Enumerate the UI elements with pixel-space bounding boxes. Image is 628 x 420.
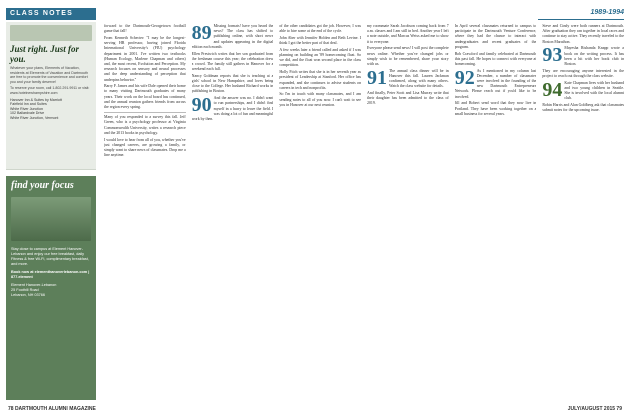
- folio-left: 78 DARTMOUTH ALUMNI MAGAZINE: [8, 406, 96, 412]
- note-paragraph: I would love to hear from all of you, whether you've just changed careers, are growing a family, or simply want to share news of classmates. Drop me a line anytime.: [104, 137, 186, 158]
- ad-image: [11, 197, 91, 241]
- note-paragraph: Steve and Cindy were both runners at Dartmouth. After graduation they ran together in local races and continue to stay active. They recently traveled to the Boston Marathon.: [542, 24, 625, 44]
- text-column-5: [455, 24, 537, 408]
- class-year-dropcap: 91: [367, 66, 388, 89]
- note-paragraph: Mayesha Rishanda Knapp wrote a book on the writing process. It has been a hit with her book club in Boston.: [564, 46, 625, 66]
- note-paragraph: From Kenneth Schecter: "I may be the longest-serving HR professor, having joined Florida International University's (FIU) psychology department in 2001. I've written two textbooks (Human Ecology, Marlene Chapman and others) and, the most recent, Evolution and Perception. My research focuses on sensory and neural processes and the deep understanding of perception that underpins behavior.": [104, 35, 186, 82]
- ad-headline: Just right. Just for you.: [10, 44, 80, 64]
- note-paragraph: Everyone please send news! I will post the complete news online. Whether you've changed jobs or simply wish to be remembered, share your story with us.: [367, 46, 449, 66]
- ad-line: Hanover Inn & Suites by Marriott: [10, 97, 62, 102]
- element-ad[interactable]: [6, 176, 96, 400]
- ad-cta[interactable]: To reserve your room, call 1.802.291.9911 or visit: www.hotelnewhampshire.com: [10, 86, 90, 95]
- text-column-2: [192, 24, 274, 408]
- text-column-6: [542, 24, 624, 408]
- note-paragraph: They are encouraging anyone interested in the project to reach out through the class website.: [542, 68, 625, 78]
- note-paragraph: Many of you responded to a survey this fall. Jeff Green, who is a psychology professor at Virginia Commonwealth University, writes a research piece and the 2013 books in psychology.: [104, 115, 186, 135]
- note-paragraph: A few weeks later a friend called and asked if I was planning on building an '89 homecoming float. So we did, and the float won second place in the class competition.: [279, 47, 362, 68]
- note-paragraph: Nancy Goldman reports that she is teaching at a girls' school in New Hampshire, and loves being close to the College. Her husband Richard works in publishing in Boston.: [191, 73, 274, 94]
- class-years-header: 1989-1994: [538, 8, 624, 20]
- note-paragraph: of the other candidates got the job. However, I was able to hire some at the end of the cycle.: [279, 24, 362, 34]
- class-notes-content: [104, 8, 624, 406]
- note-paragraph: Holly Fitch writes that she is in her seventh year as president of Leadership at Stanford. Her office has expanded, and she continues to advise students on careers in tech and nonprofits.: [279, 70, 362, 90]
- class-year-dropcap: 93: [542, 44, 563, 67]
- note-paragraph: In April several classmates returned to campus to participate in the Dartmouth Venture Conference, where they had the chance to interact with undergraduates and recent graduates of the program.: [454, 24, 537, 49]
- ad-address-line: 25 Foothill Road: [11, 288, 39, 292]
- text-column-1: [104, 24, 186, 408]
- note-paragraph: So I'm in touch with many classmates, and I am sending notes to all of you now. I can't wait to see you in Hanover at our next reunion.: [279, 92, 362, 107]
- ad-address-line: Lebanon, NH 03766: [11, 293, 45, 297]
- text-column-4: [367, 24, 449, 408]
- note-paragraph: And the answer was no. I didn't want to run partnerships, and I didn't find myself in a hurry to leave the field. I was doing a lot of fun and meaningful work by then.: [191, 96, 274, 121]
- sidebar: [0, 0, 100, 420]
- note-paragraph: Ellen Prestwich writes that her son graduated from the freshman course this year; the celebration drew a crowd. The family still gathers in Hanover for a weekend each fall.: [191, 51, 274, 72]
- class-year-dropcap: 89: [191, 24, 212, 44]
- note-paragraph: Bob Crawford and family celebrated at Dartmouth this past fall. He hopes to connect with everyone at homecoming.: [454, 51, 537, 66]
- ad-line: Fairfield Inn and Suites: [10, 102, 47, 107]
- ad-headline: find your focus: [11, 180, 74, 191]
- note-paragraph: Barry F. James and his wife Dale opened their home to many visiting Dartmouth graduates of many years. Their work on the local board has continued, and the annual reunion gathers friends from across the region every spring.: [104, 84, 186, 110]
- ad-address-line: Element Hanover-Lebanon: [11, 283, 57, 287]
- ad-cta[interactable]: Book now at elementhanoverlebanon.com | 877.element: [11, 270, 90, 279]
- hotel-ad[interactable]: [6, 22, 96, 170]
- ad-photo: [10, 25, 92, 41]
- note-paragraph: The annual class dinner will be in Hanover this fall. Lauren Jackman confirmed, along with many others. Watch the class website for details.: [389, 68, 449, 89]
- class-year-dropcap: 92: [454, 66, 475, 89]
- class-year-dropcap: 94: [542, 78, 563, 101]
- ad-body: Stay close to campus at Element Hanover-Lebanon and enjoy our free breakfast, daily Fitness & free Wi-Fi, complimentary breakfast, and more.: [11, 247, 89, 266]
- folio-right: JULY/AUGUST 2015 79: [567, 406, 622, 412]
- note-paragraph: John Aber with Jennifer Holden and Beth Levine. I think I got the better part of that deal.: [279, 35, 362, 46]
- ad-line: White River Junction, Vermont: [10, 115, 59, 120]
- text-column-3: [279, 24, 361, 408]
- note-paragraph: As I mentioned in my column last December, a number of classmates were involved in the founding of the new Dartmouth Entrepreneurs Network. Please reach out if you'd like to be involved.: [454, 68, 537, 99]
- divider: [104, 112, 186, 113]
- ad-line: White River Junction: [10, 106, 43, 111]
- note-paragraph: Kate Chapman lives with her husband and two young children in Seattle. She is involved with the local alumni club.: [564, 80, 625, 101]
- section-label: CLASS NOTES: [6, 8, 96, 20]
- class-year-dropcap: 90: [191, 94, 212, 117]
- ad-body: Whatever your plans, Elements of Vacation, residents at Elements of Vacation and Dartmouth are free to promote the convenience and comfort you and your family deserve!: [10, 66, 89, 84]
- note-paragraph: Jill and Robert send word that they now live in Portland. They have been working together on a small business for several years.: [454, 101, 537, 116]
- note-paragraph: Missing formats! have you heard the news? The class has shifted to publishing online, with short news and updates appearing in the digital edition each month.: [191, 24, 274, 49]
- note-paragraph: my roommate Sarah Jacobson coming back from 7 a.m. classes and I am still in bed. Another year I left a note outside, and Marcus Weiss asked me to show it to everyone.: [367, 24, 449, 44]
- note-paragraph: Robin Harris and Alan Goldberg ask that classmates submit notes for the upcoming issue.: [542, 102, 625, 113]
- note-paragraph: And finally, Peter Scott and Lisa Murray write that their daughter has been admitted to the class of 2019.: [367, 90, 449, 106]
- ad-line: 102 Ballardvale Drive: [10, 111, 45, 116]
- note-paragraph: forward to the Dartmouth-Georgetown football game that fall!: [104, 24, 186, 34]
